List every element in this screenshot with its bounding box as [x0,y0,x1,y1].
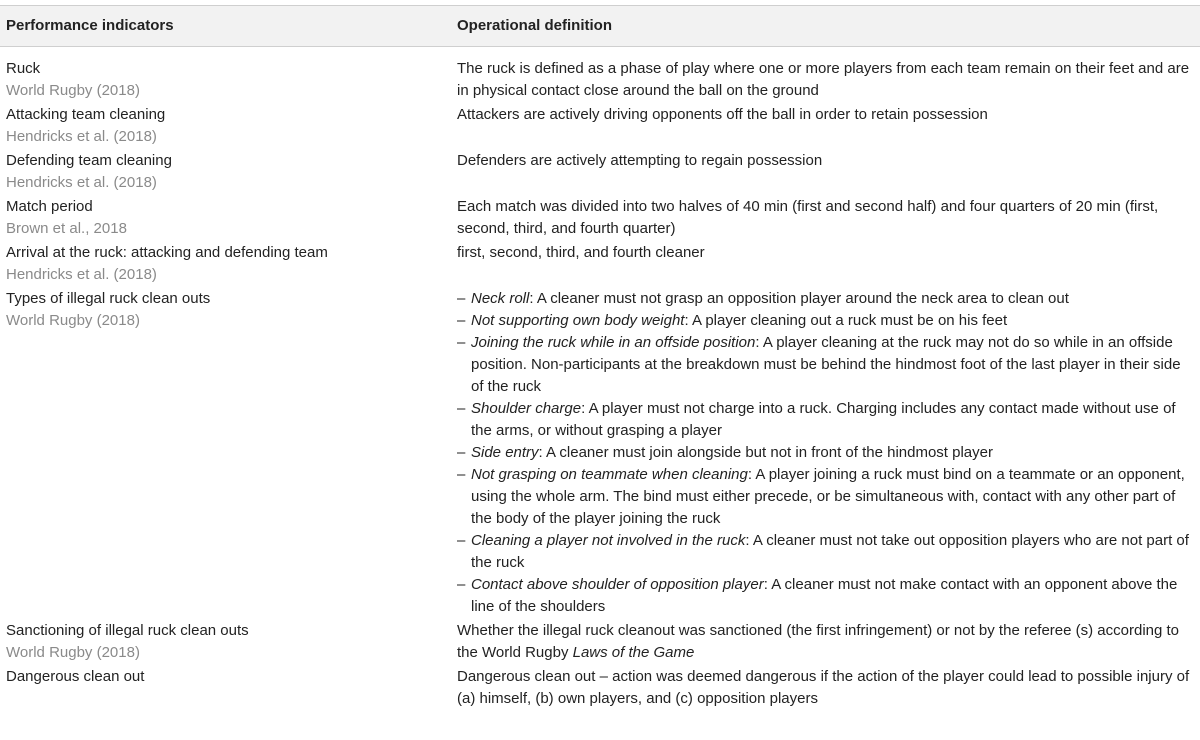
infringement-description: : A player must not charge into a ruck. Charging includes any contact made without use of the arms, or without grasping a player [471,400,1176,439]
definition-cell [457,618,1200,664]
dash-marker: – [457,400,466,417]
definition-cell: first, second, third, and fourth cleaner [457,244,705,261]
table-row [0,618,1200,664]
table-row [0,102,1200,148]
definitions-table [0,5,1200,710]
list-item [457,288,1194,310]
table-row [0,148,1200,194]
dash-marker: – [457,312,466,329]
indicator-reference: World Rugby (2018) [6,82,140,99]
indicator-cell [0,240,457,286]
indicator-cell [0,194,457,240]
indicator-name: Arrival at the ruck: attacking and defending team [6,244,328,261]
indicator-cell [0,286,457,618]
definition-cell [457,286,1200,618]
list-item [457,310,1194,332]
definition-cell: Defenders are actively attempting to regain possession [457,152,823,169]
dash-marker: – [457,444,466,461]
infringement-term: Shoulder charge [471,400,582,417]
indicator-reference: Brown et al., 2018 [6,220,127,237]
indicator-cell [0,664,457,710]
indicator-reference: Hendricks et al. (2018) [6,128,157,145]
infringement-term: Neck roll [471,290,530,307]
list-item [457,332,1194,398]
indicator-reference: Hendricks et al. (2018) [6,266,157,283]
indicator-cell [0,102,457,148]
dash-marker: – [457,532,466,549]
list-item [457,442,1194,464]
infringement-description: : A player cleaning at the ruck may not do so while in an offside position. Non-participants at the breakdown must be behind the hindmost foot of the last player in their side of the ruck [471,334,1181,395]
indicator-name: Dangerous clean out [6,668,145,685]
definition-cell: The ruck is defined as a phase of play where one or more players from each team remain on their feet and are in physical contact close around the ball on the ground [457,60,1190,99]
infringement-description: : A cleaner must not grasp an opposition player around the neck area to clean out [529,290,1069,307]
list-item [457,398,1194,442]
indicator-name: Attacking team cleaning [6,106,166,123]
infringement-description: : A cleaner must join alongside but not in front of the hindmost player [538,444,993,461]
infringement-term: Not supporting own body weight [471,312,685,329]
infringement-term: Contact above shoulder of opposition player [471,576,764,593]
infringement-description: : A cleaner must not take out opposition players who are not part of the ruck [471,532,1189,571]
indicator-reference: World Rugby (2018) [6,312,140,329]
table-row [0,56,1200,102]
table-row [0,286,1200,618]
indicator-name: Sanctioning of illegal ruck clean outs [6,622,249,639]
definition-cell: Attackers are actively driving opponents off the ball in order to retain possession [457,106,988,123]
indicator-name: Match period [6,198,93,215]
indicator-reference: World Rugby (2018) [6,644,140,661]
dash-marker: – [457,334,466,351]
table-row [0,240,1200,286]
indicator-cell [0,618,457,664]
infringement-description: : A player cleaning out a ruck must be on his feet [684,312,1008,329]
infringement-term: Cleaning a player not involved in the ruck [471,532,746,549]
list-item [457,530,1194,574]
definition-text: Whether the illegal ruck cleanout was sanctioned (the first infringement) or not by the referee (s) according to the World Rugby [457,622,1180,661]
header-operational-definition: Operational definition [457,17,613,34]
laws-of-the-game-title: Laws of the Game [572,644,695,661]
dash-marker: – [457,466,466,483]
indicator-name: Ruck [6,60,41,77]
infringement-term: Side entry [471,444,539,461]
dash-marker: – [457,576,466,593]
table-header [0,5,1200,47]
infringement-description: : A player joining a ruck must bind on a teammate or an opponent, using the whole arm. The bind must either precede, or be simultaneous with, contact with any other part of the body of the player joining the ruck [471,466,1185,527]
table-row [0,194,1200,240]
dash-marker: – [457,290,466,307]
list-item [457,574,1194,618]
infringement-term: Not grasping on teammate when cleaning [471,466,748,483]
header-performance-indicators: Performance indicators [6,17,174,34]
indicator-name: Types of illegal ruck clean outs [6,290,211,307]
list-item [457,464,1194,530]
table-row [0,664,1200,710]
infringement-term: Joining the ruck while in an offside position [471,334,756,351]
indicator-cell [0,56,457,102]
indicator-reference: Hendricks et al. (2018) [6,174,157,191]
definition-cell: Dangerous clean out – action was deemed dangerous if the action of the player could lead to possible injury of (a) himself, (b) own players, and (c) opposition players [457,668,1190,707]
indicator-name: Defending team cleaning [6,152,172,169]
infringement-description: : A cleaner must not make contact with an opponent above the line of the shoulders [471,576,1178,615]
indicator-cell [0,148,457,194]
definition-cell: Each match was divided into two halves of 40 min (first and second half) and four quarters of 20 min (first, second, third, and fourth quarter) [457,198,1159,237]
